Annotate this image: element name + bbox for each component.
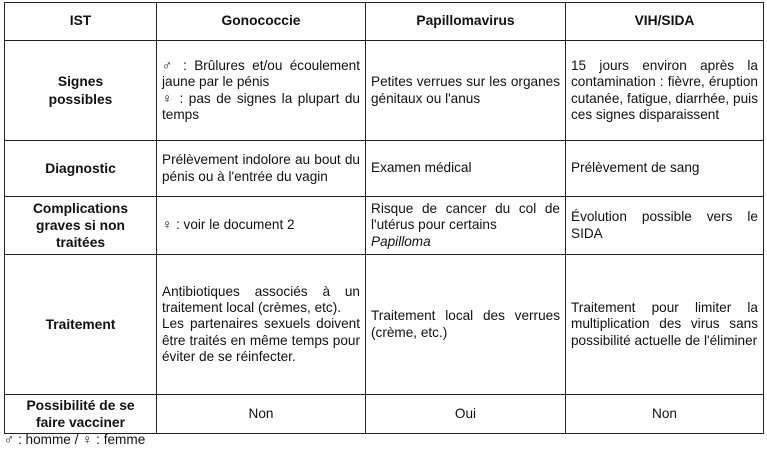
traitement-gonococcie-p2: Les partenaires sexuels doivent être traités en même temps pour éviter de se réinfecter. <box>162 316 360 364</box>
cell-vaccin-gonococcie: Non <box>157 395 366 434</box>
complications-papillomavirus-species: Papilloma <box>371 233 431 249</box>
header-vih-sida: VIH/SIDA <box>566 3 764 41</box>
cell-signes-papillomavirus: Petites verrues sur les organes génitaux ou l'anus <box>366 41 566 141</box>
signes-gonococcie-female: ♀ : pas de signes la plupart du temps <box>162 90 360 122</box>
rowhead-vaccin <box>5 395 157 434</box>
cell-complications-gonococcie: ♀ : voir le document 2 <box>157 197 366 255</box>
rowhead-traitement: Traitement <box>5 255 157 395</box>
cell-diagnostic-papillomavirus: Examen médical <box>366 141 566 197</box>
rowhead-signes <box>5 41 157 141</box>
header-papillomavirus: Papillomavirus <box>366 3 566 41</box>
header-ist: IST <box>5 3 157 41</box>
traitement-gonococcie-p1: Antibiotiques associés à un traitement local (crèmes, etc). <box>162 284 360 316</box>
rowhead-vaccin-line2: faire vacciner <box>36 415 125 431</box>
rowhead-signes-line2: possibles <box>48 91 113 107</box>
row-vaccin <box>5 395 764 434</box>
rowhead-complications <box>5 197 157 255</box>
header-row <box>5 3 764 41</box>
cell-diagnostic-vih: Prélèvement de sang <box>566 141 764 197</box>
rowhead-complications-line3: traitées <box>55 235 106 251</box>
rowhead-complications-line2: graves si non <box>36 217 125 233</box>
cell-complications-papillomavirus <box>366 197 566 255</box>
header-gonococcie: Gonococcie <box>157 3 366 41</box>
cell-signes-vih: 15 jours environ après la contamination : fièvre, éruption cutanée, fatigue, diarrhée, puis ces signes disparaissent <box>566 41 764 141</box>
row-signes <box>5 41 764 141</box>
cell-complications-vih: Évolution possible vers le SIDA <box>566 197 764 255</box>
sex-symbol-legend: ♂ : homme / ♀ : femme <box>4 432 146 447</box>
row-diagnostic <box>5 141 764 197</box>
cell-vaccin-papillomavirus: Oui <box>366 395 566 434</box>
cell-traitement-gonococcie <box>157 255 366 395</box>
row-complications <box>5 197 764 255</box>
complications-papillomavirus-text: Risque de cancer du col de l'utérus pour certains <box>371 201 560 233</box>
cell-traitement-vih: Traitement pour limiter la multiplication des virus sans possibilité actuelle de l'éliminer <box>566 255 764 395</box>
rowhead-vaccin-line1: Possibilité de se <box>26 398 135 413</box>
rowhead-signes-line1: Signes <box>57 74 104 90</box>
cell-traitement-papillomavirus: Traitement local des verrues (crème, etc.) <box>366 255 566 395</box>
cell-signes-gonococcie <box>157 41 366 141</box>
ist-table <box>4 2 764 434</box>
cell-vaccin-vih: Non <box>566 395 764 434</box>
cell-diagnostic-gonococcie: Prélèvement indolore au bout du pénis ou à l'entrée du vagin <box>157 141 366 197</box>
row-traitement <box>5 255 764 395</box>
rowhead-complications-line1: Complications <box>32 200 129 216</box>
rowhead-diagnostic: Diagnostic <box>5 141 157 197</box>
signes-gonococcie-male: ♂ : Brûlures et/ou écoulement jaune par le pénis <box>162 58 360 90</box>
